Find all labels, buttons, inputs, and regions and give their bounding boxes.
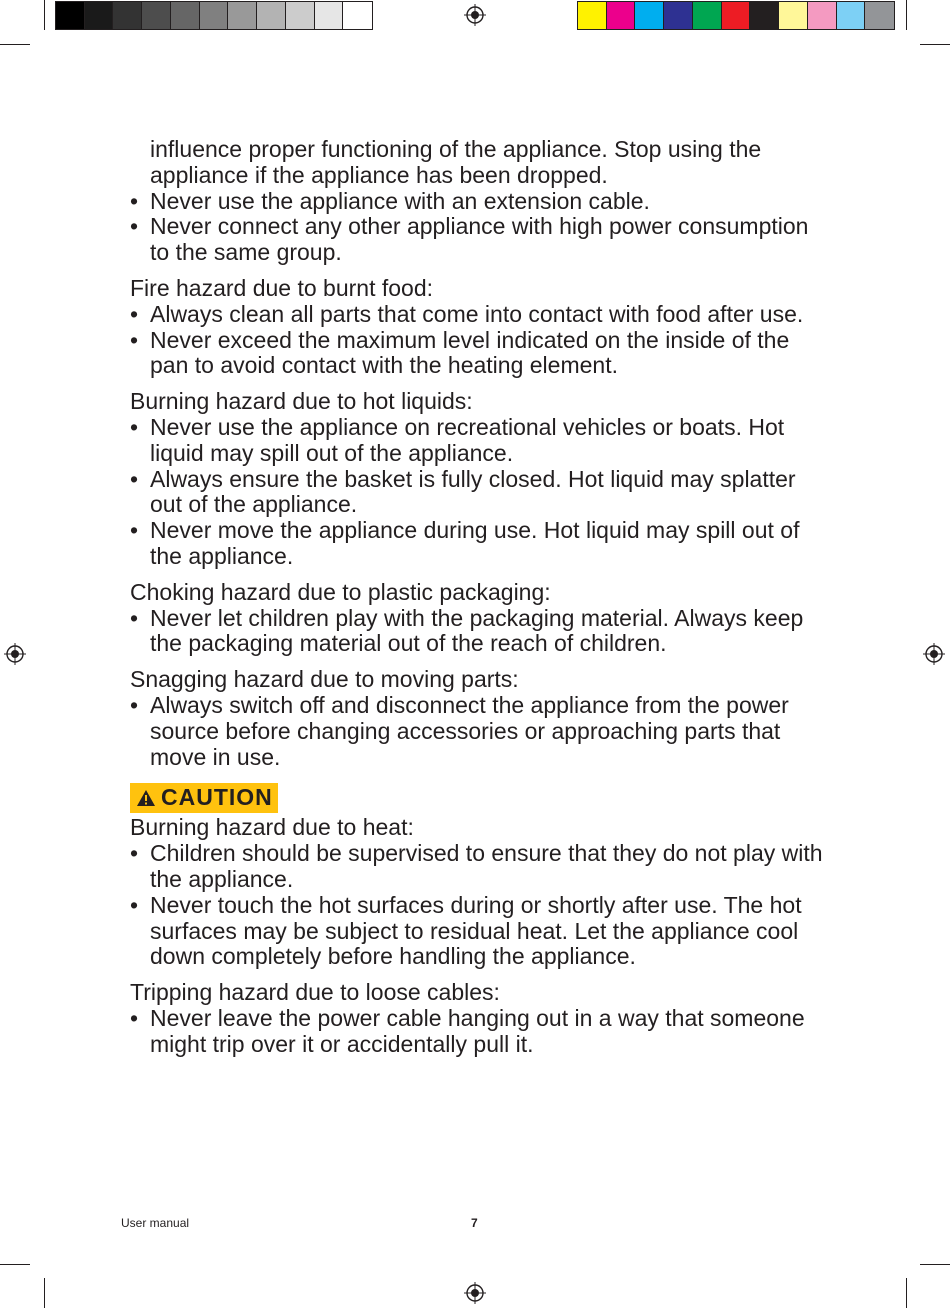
bullet-list [130, 302, 830, 379]
section-heading: Snagging hazard due to moving parts: [130, 666, 519, 693]
bullet-icon: • [130, 213, 139, 240]
bullet-icon: • [130, 300, 139, 327]
continued-paragraph: influence proper functioning of the appliance. Stop using the appliance if the appliance has been dropped. [150, 136, 762, 188]
choking-hazard-section [130, 580, 830, 657]
bullet-icon: • [130, 604, 139, 631]
crop-mark [906, 1278, 907, 1308]
bullet-text: Never touch the hot surfaces during or shortly after use. The hot surfaces may be subject to residual heat. Let the appliance cool down completely before handling the appliance. [150, 891, 802, 970]
bullet-item [130, 328, 830, 380]
bullet-list [130, 189, 830, 266]
bullet-text: Never let children play with the packaging material. Always keep the packaging material out of the reach of children. [150, 604, 804, 657]
crop-mark [0, 1264, 30, 1265]
color-swatch [113, 2, 142, 29]
heat-hazard-section [130, 815, 830, 970]
color-swatch [607, 2, 636, 29]
bullet-item [130, 189, 830, 215]
color-swatch [779, 2, 808, 29]
color-swatch [200, 2, 229, 29]
bullet-text: Never move the appliance during use. Hot liquid may spill out of the appliance. [150, 517, 800, 569]
bullet-list [130, 415, 830, 570]
color-swatch [578, 2, 607, 29]
color-swatch [142, 2, 171, 29]
bullet-text: Always switch off and disconnect the appliance from the power source before changing accessories or approaching parts that move in use. [150, 691, 789, 770]
bullet-item [130, 415, 830, 467]
crop-mark [44, 0, 45, 30]
crop-mark [906, 0, 907, 30]
bullet-item [130, 467, 830, 519]
color-swatch [750, 2, 779, 29]
bullet-icon: • [130, 1004, 139, 1031]
safety-instructions [130, 137, 830, 1058]
tripping-hazard-section [130, 980, 830, 1057]
registration-mark-icon [923, 643, 945, 665]
color-swatch [635, 2, 664, 29]
color-swatch [865, 2, 894, 29]
bullet-item [130, 302, 830, 328]
color-swatch [56, 2, 85, 29]
bullet-item [130, 841, 830, 893]
section-heading: Fire hazard due to burnt food: [130, 274, 434, 301]
bullet-text: Always ensure the basket is fully closed. Hot liquid may splatter out of the appliance. [150, 465, 796, 518]
bullet-list [130, 693, 830, 770]
intro-section [130, 137, 830, 266]
crop-mark [920, 44, 950, 45]
bullet-item [130, 214, 830, 266]
caution-banner [130, 783, 278, 813]
bullet-list [130, 606, 830, 658]
bullet-icon: • [130, 187, 139, 214]
crop-mark [920, 1264, 950, 1265]
registration-mark-icon [464, 1282, 486, 1304]
bullet-item [130, 518, 830, 570]
bullet-item [130, 693, 830, 770]
bullet-text: Never exceed the maximum level indicated on the inside of the pan to avoid contact with the heating element. [150, 326, 790, 379]
section-heading: Tripping hazard due to loose cables: [130, 979, 500, 1006]
bullet-icon: • [130, 465, 139, 492]
fire-hazard-section [130, 276, 830, 379]
bullet-text: Never connect any other appliance with high power consumption to the same group. [150, 213, 809, 266]
bullet-icon: • [130, 691, 139, 718]
color-swatch [315, 2, 344, 29]
bullet-text: Never use the appliance with an extension cable. [150, 187, 650, 214]
warning-triangle-icon [136, 789, 156, 807]
color-swatch [343, 2, 372, 29]
bullet-icon: • [130, 413, 139, 440]
bullet-item [130, 893, 830, 970]
color-swatch [228, 2, 257, 29]
registration-mark-icon [4, 643, 26, 665]
color-swatch [171, 2, 200, 29]
bullet-item [130, 1006, 830, 1058]
registration-mark-icon [464, 4, 486, 26]
bullet-text: Children should be supervised to ensure that they do not play with the appliance. [150, 840, 823, 892]
bullet-list [130, 841, 830, 970]
section-heading: Choking hazard due to plastic packaging: [130, 578, 551, 605]
snagging-hazard-section [130, 667, 830, 770]
process-color-bar [577, 1, 895, 30]
grayscale-color-bar [55, 1, 373, 30]
bullet-icon: • [130, 891, 139, 918]
crop-mark [0, 44, 30, 45]
color-swatch [85, 2, 114, 29]
color-swatch [808, 2, 837, 29]
color-swatch [257, 2, 286, 29]
section-heading: Burning hazard due to hot liquids: [130, 388, 473, 415]
bullet-icon: • [130, 840, 139, 867]
page-number: 7 [471, 1216, 478, 1230]
footer-label: User manual [121, 1216, 190, 1230]
color-swatch [664, 2, 693, 29]
bullet-text: Always clean all parts that come into contact with food after use. [150, 300, 804, 327]
color-swatch [722, 2, 751, 29]
bullet-item [130, 606, 830, 658]
bullet-list [130, 1006, 830, 1058]
section-heading: Burning hazard due to heat: [130, 814, 414, 841]
bullet-text: Never leave the power cable hanging out in a way that someone might trip over it or accidentally pull it. [150, 1004, 805, 1057]
color-swatch [286, 2, 315, 29]
hot-liquids-section [130, 389, 830, 570]
color-swatch [693, 2, 722, 29]
bullet-icon: • [130, 517, 139, 544]
crop-mark [44, 1278, 45, 1308]
color-swatch [837, 2, 866, 29]
bullet-icon: • [130, 326, 139, 353]
caution-label: CAUTION [161, 784, 273, 811]
bullet-text: Never use the appliance on recreational vehicles or boats. Hot liquid may spill out of the appliance. [150, 413, 785, 466]
